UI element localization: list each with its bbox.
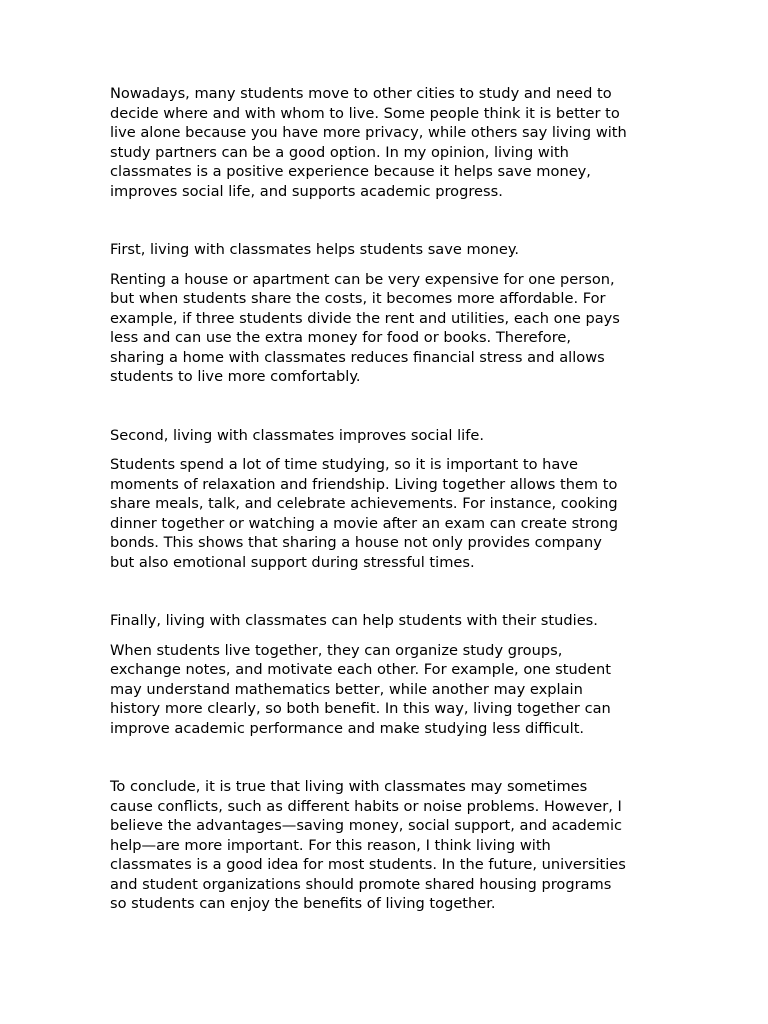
intro-paragraph: Nowadays, many students move to other cities to study and need to decide where and with whom to live. Some people think it is better to live alone because you have more privacy, while others say living with study partners can be a good option. In my opinion, living with classmates is a positive experience because it helps save money, improves social life, and supports academic progress.: [110, 85, 627, 200]
section-2-body: Students spend a lot of time studying, so it is important to have moments of relaxation and friendship. Living together allows them to share meals, talk, and celebrate achievements. For instance, cooking dinner together or watching a movie after an exam can create strong bonds. This shows that sharing a house not only provides company but also emotional support during stressful times.: [110, 456, 619, 571]
spacer: [110, 631, 662, 641]
spacer: [110, 260, 662, 270]
spacer: [110, 572, 662, 611]
spacer: [110, 201, 662, 240]
spacer: [110, 738, 662, 777]
spacer: [110, 387, 662, 426]
section-3-topic: Finally, living with classmates can help students with their studies.: [110, 612, 598, 629]
section-3-body: When students live together, they can organize study groups, exchange notes, and motivate each other. For example, one student may understand mathematics better, while another may explain history more clearly, so both benefit. In this way, living together can improve academic performance and make studying less difficult.: [110, 641, 611, 737]
document-body: [110, 84, 662, 914]
spacer: [110, 445, 662, 455]
section-1-topic: First, living with classmates helps students save money.: [110, 241, 520, 258]
section-2-topic: Second, living with classmates improves social life.: [110, 426, 484, 444]
conclusion-paragraph: To conclude, it is true that living with classmates may sometimes cause conflicts, such as different habits or noise problems. However, I believe the advantages—saving money, social support, and academic help—are more important. For this reason, I think living with classmates is a good idea for most students. In the future, universities and student organizations should promote shared housing programs so students can enjoy the benefits of living together.: [110, 778, 626, 912]
section-1-body: Renting a house or apartment can be very expensive for one person, but when students share the costs, it becomes more affordable. For example, if three students divide the rent and utilities, each one pays less and can use the extra money for food or books. Therefore, sharing a home with classmates reduces financial stress and allows students to live more comfortably.: [110, 270, 620, 385]
